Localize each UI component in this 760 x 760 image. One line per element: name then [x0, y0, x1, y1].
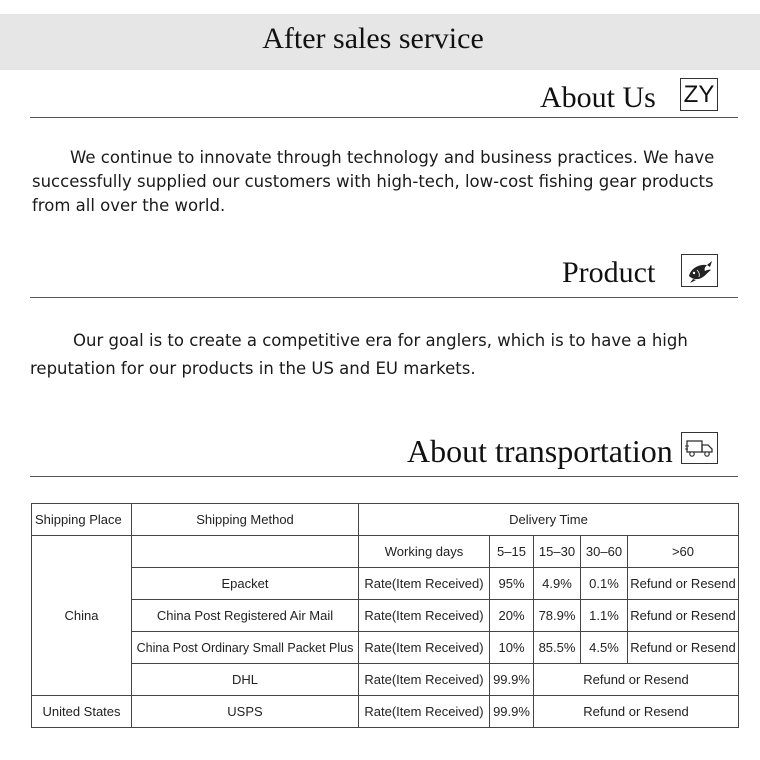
- subheader-working-days: Working days: [359, 536, 490, 568]
- header-delivery-time: Delivery Time: [359, 504, 739, 536]
- rate-value: 0.1%: [581, 568, 628, 600]
- rate-value: 99.9%: [490, 664, 534, 696]
- divider: [30, 297, 738, 298]
- rate-label: Rate(Item Received): [359, 632, 490, 664]
- zy-logo-icon: [680, 78, 718, 111]
- shipping-method: DHL: [132, 664, 359, 696]
- place-united-states: United States: [32, 696, 132, 728]
- rate-value: Refund or Resend: [628, 600, 739, 632]
- empty-cell: [132, 536, 359, 568]
- divider: [30, 117, 738, 118]
- rate-label: Rate(Item Received): [359, 696, 490, 728]
- rate-value: Refund or Resend: [628, 568, 739, 600]
- table-row: [32, 600, 739, 632]
- rate-label: Rate(Item Received): [359, 600, 490, 632]
- rate-value: 78.9%: [534, 600, 581, 632]
- paragraph-line: We continue to innovate through technology and business practices. We have: [70, 148, 715, 167]
- rate-value: Refund or Resend: [534, 696, 739, 728]
- rate-value: 1.1%: [581, 600, 628, 632]
- paragraph-line: successfully supplied our customers with high-tech, low-cost fishing gear products: [32, 172, 714, 191]
- rate-value: 4.9%: [534, 568, 581, 600]
- header-shipping-place: Shipping Place: [32, 504, 132, 536]
- table-row: [32, 664, 739, 696]
- product-title: Product: [562, 256, 656, 289]
- rate-label: Rate(Item Received): [359, 568, 490, 600]
- subheader-days: >60: [628, 536, 739, 568]
- table-subheader-row: [32, 536, 739, 568]
- header-shipping-method: Shipping Method: [132, 504, 359, 536]
- rate-value: 20%: [490, 600, 534, 632]
- about-us-paragraph: [32, 146, 714, 218]
- truck-icon: [681, 432, 718, 464]
- rate-value: 95%: [490, 568, 534, 600]
- subheader-days: 30–60: [581, 536, 628, 568]
- table-row: [32, 632, 739, 664]
- rate-label: Rate(Item Received): [359, 664, 490, 696]
- logo-text: ZY: [683, 80, 715, 108]
- shipping-method: China Post Ordinary Small Packet Plus: [132, 632, 359, 664]
- rate-value: 10%: [490, 632, 534, 664]
- paragraph-line: from all over the world.: [32, 196, 226, 215]
- rate-value: Refund or Resend: [628, 632, 739, 664]
- rate-value: 85.5%: [534, 632, 581, 664]
- divider: [30, 476, 738, 477]
- subheader-days: 5–15: [490, 536, 534, 568]
- page-title: After sales service: [262, 22, 484, 55]
- shipping-table: [31, 503, 739, 728]
- shipping-method: China Post Registered Air Mail: [132, 600, 359, 632]
- subheader-days: 15–30: [534, 536, 581, 568]
- paragraph-line: Our goal is to create a competitive era for anglers, which is to have a high: [73, 331, 688, 350]
- place-china: China: [32, 536, 132, 696]
- product-paragraph: [30, 327, 688, 383]
- shipping-method: USPS: [132, 696, 359, 728]
- about-us-title: About Us: [540, 81, 656, 114]
- table-header-row: [32, 504, 739, 536]
- rate-value: 99.9%: [490, 696, 534, 728]
- table-row: [32, 696, 739, 728]
- rate-value: Refund or Resend: [534, 664, 739, 696]
- fish-icon: [681, 254, 718, 287]
- transportation-title: About transportation: [407, 433, 673, 469]
- paragraph-line: reputation for our products in the US and EU markets.: [30, 359, 476, 378]
- table-row: [32, 568, 739, 600]
- rate-value: 4.5%: [581, 632, 628, 664]
- shipping-method: Epacket: [132, 568, 359, 600]
